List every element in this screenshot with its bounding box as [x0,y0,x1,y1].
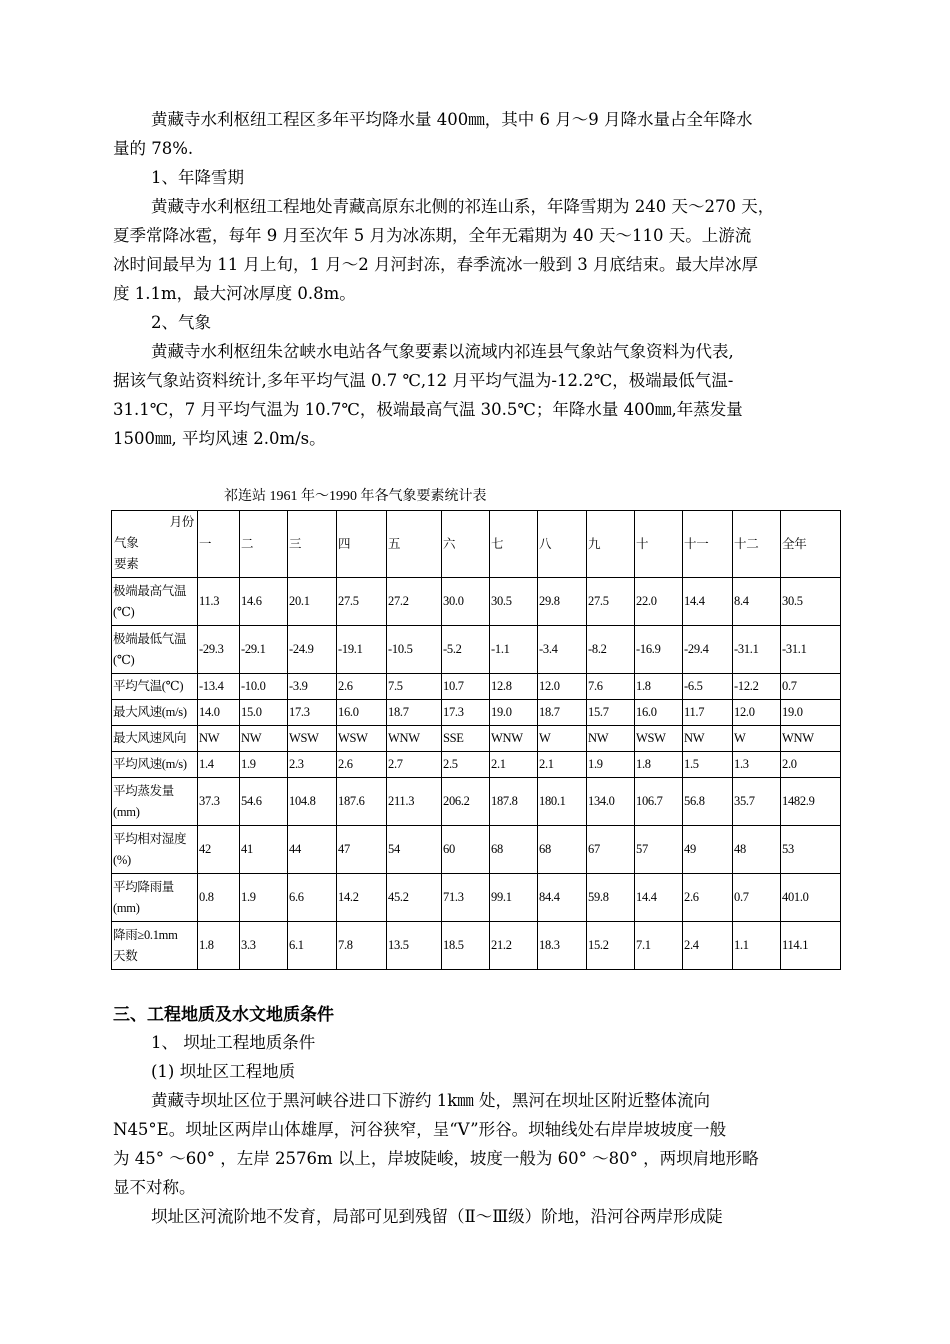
table-cell: 54.6 [240,778,288,826]
table-row [112,778,841,826]
table-cell: WNW [781,726,841,752]
row-label [112,826,198,874]
text-line: 量的 78%. [113,139,194,158]
table-cell: 1.8 [198,922,240,970]
text-line: 夏季常降冰雹，每年 9 月至次年 5 月为冰冻期，全年无霜期为 40 天～110 天。上游流 [113,226,752,245]
table-cell: WSW [288,726,337,752]
subheading: 1、 坝址工程地质条件 [151,1033,316,1052]
table-cell: 35.7 [733,778,781,826]
table-cell: -31.1 [781,626,841,674]
table-cell: 0.8 [198,874,240,922]
table-cell: -29.1 [240,626,288,674]
row-label-line: 平均相对湿度 [113,831,187,846]
table-cell: -13.4 [198,674,240,700]
table-row [112,874,841,922]
table-cell: 2.1 [538,752,587,778]
table-cell: 44 [288,826,337,874]
table-cell: 2.7 [387,752,442,778]
table-cell: -6.5 [683,674,733,700]
row-label-line: (mm) [113,804,140,819]
table-cell: 99.1 [490,874,538,922]
table-cell: 68 [538,826,587,874]
table-cell: W [538,726,587,752]
table-cell: -3.9 [288,674,337,700]
table-cell: 11.3 [198,578,240,626]
table-cell: -10.5 [387,626,442,674]
table-cell: 7.5 [387,674,442,700]
table-cell: NW [683,726,733,752]
table-cell: 20.1 [288,578,337,626]
table-cell: -5.2 [442,626,490,674]
table-cell: 1.9 [240,752,288,778]
row-label [112,726,198,752]
row-label-line: (mm) [113,900,140,915]
table-cell: 57 [635,826,683,874]
table-cell: 14.6 [240,578,288,626]
table-row [112,922,841,970]
table-cell: 401.0 [781,874,841,922]
row-label-line: 降雨≥0.1mm [113,927,178,942]
month-header: 十二 [733,511,781,578]
table-row [112,578,841,626]
month-header: 五 [387,511,442,578]
table-cell: 12.0 [733,700,781,726]
table-cell: 48 [733,826,781,874]
table-row [112,752,841,778]
table-cell: 2.6 [337,752,387,778]
table-row [112,674,841,700]
table-cell: 27.2 [387,578,442,626]
month-header: 二 [240,511,288,578]
month-header: 四 [337,511,387,578]
table-cell: 13.5 [387,922,442,970]
table-cell: 14.4 [683,578,733,626]
section-heading: 三、工程地质及水文地质条件 [113,1005,334,1025]
table-cell: 1.8 [635,752,683,778]
table-cell: 84.4 [538,874,587,922]
heading-weather: 2、气象 [151,313,211,332]
table-row [112,700,841,726]
table-cell: 16.0 [635,700,683,726]
table-cell: 19.0 [781,700,841,726]
month-header: 十一 [683,511,733,578]
table-cell: 1.4 [198,752,240,778]
row-label [112,874,198,922]
table-cell: 27.5 [337,578,387,626]
month-header: 全年 [781,511,841,578]
table-cell: WSW [337,726,387,752]
table-cell: 104.8 [288,778,337,826]
table-cell: 54 [387,826,442,874]
table-cell: NW [240,726,288,752]
text-line: 冰时间最早为 11 月上旬，1 月～2 月河封冻，春季流冰一般到 3 月底结束。最大岸冰厚 [113,255,758,274]
row-label-line: 最大风速风向 [113,731,187,745]
text-line: 1500㎜, 平均风速 2.0m/s。 [113,429,326,448]
table-header-row [112,511,841,578]
table-cell: 1.3 [733,752,781,778]
corner-element: 要素 [114,557,139,571]
corner-cell [112,511,198,578]
row-label [112,578,198,626]
table-cell: 187.8 [490,778,538,826]
table-cell: 11.7 [683,700,733,726]
table-cell: 2.1 [490,752,538,778]
table-cell: 0.7 [781,674,841,700]
table-cell: 27.5 [587,578,635,626]
table-cell: 187.6 [337,778,387,826]
table-cell: 19.0 [490,700,538,726]
table-cell: -12.2 [733,674,781,700]
table-cell: 15.7 [587,700,635,726]
table-cell: 14.4 [635,874,683,922]
paragraph-dam-geology [113,1028,843,1231]
month-header: 六 [442,511,490,578]
text-line: 31.1℃，7 月平均气温为 10.7℃，极端最高气温 30.5℃；年降水量 400㎜,年蒸发量 [113,400,743,419]
table-cell: 53 [781,826,841,874]
table-cell: SSE [442,726,490,752]
table-cell: 17.3 [442,700,490,726]
table-cell: 14.2 [337,874,387,922]
table-cell: 2.6 [683,874,733,922]
table-cell: 0.7 [733,874,781,922]
table-cell: 1.8 [635,674,683,700]
table-cell: 18.7 [538,700,587,726]
table-cell: 14.0 [198,700,240,726]
table-cell: 211.3 [387,778,442,826]
table-cell: 15.2 [587,922,635,970]
table-cell: 1.9 [240,874,288,922]
text-line: 显不对称。 [113,1178,196,1197]
table-cell: 30.5 [490,578,538,626]
table-cell: -10.0 [240,674,288,700]
table-cell: 3.3 [240,922,288,970]
table-cell: 10.7 [442,674,490,700]
row-label-line: (℃) [113,652,135,667]
table-cell: 41 [240,826,288,874]
table-cell: -1.1 [490,626,538,674]
row-label-line: (℃) [113,604,135,619]
table-cell: 37.3 [198,778,240,826]
table-cell: WNW [387,726,442,752]
table-cell: 106.7 [635,778,683,826]
heading-snow-period: 1、年降雪期 [151,168,244,187]
weather-stats-table [111,510,841,970]
paragraph-precipitation [113,105,843,453]
table-cell: NW [587,726,635,752]
text-line: 坝址区河流阶地不发育，局部可见到残留（Ⅱ～Ⅲ级）阶地，沿河谷两岸形成陡 [151,1207,723,1226]
table-cell: 134.0 [587,778,635,826]
month-header: 九 [587,511,635,578]
text-line: 黄藏寺水利枢纽朱岔峡水电站各气象要素以流域内祁连县气象站气象资料为代表, [151,342,734,361]
table-cell: 21.2 [490,922,538,970]
table-cell: 2.0 [781,752,841,778]
table-cell: -29.3 [198,626,240,674]
table-cell: 2.3 [288,752,337,778]
text-line: 度 1.1m，最大河冰厚度 0.8m。 [113,284,356,303]
text-line: N45°E。坝址区两岸山体雄厚，河谷狭窄，呈“V”形谷。坝轴线处右岸岸坡坡度一般 [113,1120,727,1139]
text-line: 为 45° ～60° ，左岸 2576m 以上，岸坡陡峻，坡度一般为 60° ～80° ，两坝肩地形略 [113,1149,759,1168]
table-cell: 1482.9 [781,778,841,826]
table-cell: 67 [587,826,635,874]
table-cell: -16.9 [635,626,683,674]
table-cell: 7.8 [337,922,387,970]
table-cell: WSW [635,726,683,752]
table-cell: 30.0 [442,578,490,626]
row-label-line: 平均降雨量 [113,879,175,894]
row-label [112,626,198,674]
table-cell: 1.9 [587,752,635,778]
table-cell: 114.1 [781,922,841,970]
table-cell: 45.2 [387,874,442,922]
table-cell: 59.8 [587,874,635,922]
month-header: 七 [490,511,538,578]
text-line: 黄藏寺坝址区位于黑河峡谷进口下游约 1k㎜ 处，黑河在坝址区附近整体流向 [151,1091,710,1110]
table-cell: 6.1 [288,922,337,970]
table-cell: -19.1 [337,626,387,674]
corner-month: 月份 [169,515,194,529]
table-row [112,726,841,752]
table-cell: NW [198,726,240,752]
table-cell: -3.4 [538,626,587,674]
table-cell: 8.4 [733,578,781,626]
row-label [112,752,198,778]
table-cell: 68 [490,826,538,874]
row-label [112,778,198,826]
table-row [112,626,841,674]
row-label-line: 平均气温(℃) [113,679,184,693]
table-cell: 17.3 [288,700,337,726]
table-cell: 12.0 [538,674,587,700]
month-header: 八 [538,511,587,578]
table-cell: 16.0 [337,700,387,726]
table-cell: 47 [337,826,387,874]
row-label [112,922,198,970]
subheading: (1) 坝址区工程地质 [151,1062,296,1081]
table-cell: 7.1 [635,922,683,970]
month-header: 三 [288,511,337,578]
table-cell: -24.9 [288,626,337,674]
table-cell: 18.3 [538,922,587,970]
table-row [112,826,841,874]
table-cell: -29.4 [683,626,733,674]
table-cell: 30.5 [781,578,841,626]
row-label-line: (%) [113,852,131,867]
month-header: 一 [198,511,240,578]
text-line: 据该气象站资料统计,多年平均气温 0.7 ℃,12 月平均气温为-12.2℃，极端最低气温- [113,371,734,390]
table-cell: 2.4 [683,922,733,970]
row-label-line: 平均风速(m/s) [113,757,187,771]
table-cell: 29.8 [538,578,587,626]
table-cell: 18.7 [387,700,442,726]
table-cell: -31.1 [733,626,781,674]
row-label-line: 平均蒸发量 [113,783,175,798]
table-cell: 18.5 [442,922,490,970]
table-cell: 2.6 [337,674,387,700]
corner-weather: 气象 [114,536,139,550]
month-header: 十 [635,511,683,578]
table-cell: 22.0 [635,578,683,626]
table-cell: 56.8 [683,778,733,826]
text-line: 黄藏寺水利枢纽工程区多年平均降水量 400㎜，其中 6 月～9 月降水量占全年降水 [151,110,753,129]
table-cell: 71.3 [442,874,490,922]
table-cell: WNW [490,726,538,752]
table-cell: 42 [198,826,240,874]
table-cell: 180.1 [538,778,587,826]
table-cell: 1.1 [733,922,781,970]
row-label-line: 极端最高气温 [113,583,187,598]
table-cell: 6.6 [288,874,337,922]
table-cell: -8.2 [587,626,635,674]
row-label-line: 极端最低气温 [113,631,187,646]
table-cell: 49 [683,826,733,874]
table-cell: 2.5 [442,752,490,778]
row-label-line: 天数 [113,948,138,963]
table-caption: 祁连站 1961 年～1990 年各气象要素统计表 [224,489,487,504]
table-cell: 15.0 [240,700,288,726]
table-cell: W [733,726,781,752]
table-cell: 7.6 [587,674,635,700]
row-label-line: 最大风速(m/s) [113,705,187,719]
table-cell: 60 [442,826,490,874]
table-cell: 12.8 [490,674,538,700]
row-label [112,674,198,700]
table-cell: 1.5 [683,752,733,778]
row-label [112,700,198,726]
table-cell: 206.2 [442,778,490,826]
text-line: 黄藏寺水利枢纽工程地处青藏高原东北侧的祁连山系，年降雪期为 240 天～270 天， [151,197,775,216]
